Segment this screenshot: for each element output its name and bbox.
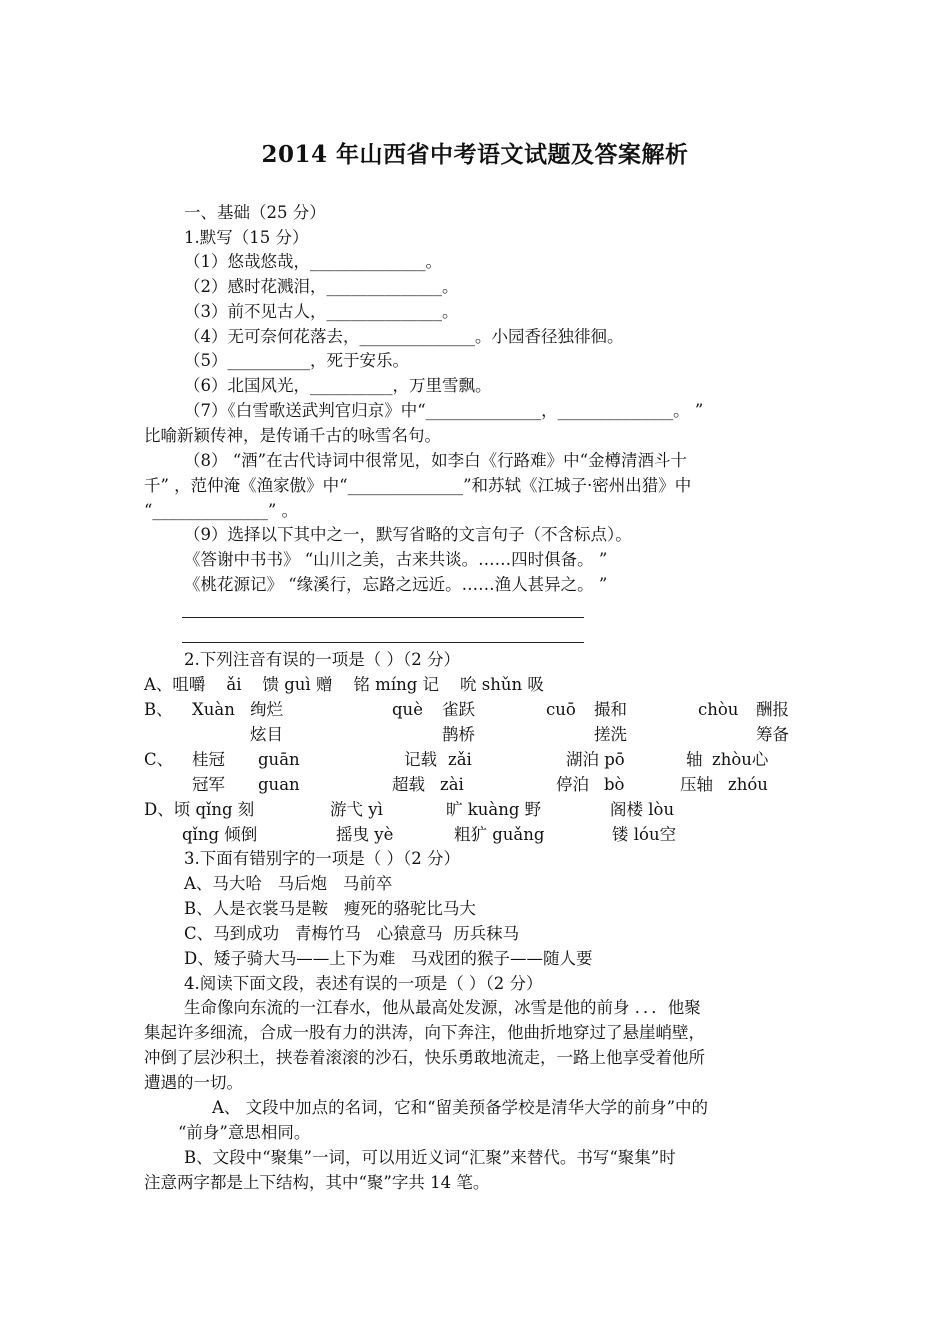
q2-b-pinyin: chòu <box>698 700 739 719</box>
q2-c-pinyin: zhòu心 <box>712 750 769 769</box>
q2-b-pinyin: cuō <box>546 700 576 719</box>
q2-d-item: 旷 kuàng 野 <box>446 800 542 819</box>
q2-c-pinyin: zǎi <box>448 750 472 769</box>
q2-option-d-label: D、顷 qǐng 刻 <box>144 800 255 819</box>
q2-c-pinyin: bò <box>604 775 625 794</box>
q2-c-pinyin: guān <box>258 750 300 769</box>
q1-item-7-cont: 比喻新颖传神，是传诵千古的咏雪名句。 <box>144 426 441 445</box>
q1-item-3: （3）前不见古人，______________。 <box>184 302 459 321</box>
q2-c-pinyin: guan <box>258 775 300 794</box>
q2-option-b-label: B、 <box>144 700 173 719</box>
question-3-stem: 3.下面有错别字的一项是（ ）（2 分） <box>184 849 460 868</box>
q3-option-b: B、人是衣裳马是鞍 瘦死的骆驼比马大 <box>184 899 476 918</box>
q1-item-9-option-2: 《桃花源记》 “缘溪行，忘路之远近。……渔人甚异之。 ” <box>184 575 608 594</box>
q1-item-5: （5）__________，死于安乐。 <box>184 351 409 370</box>
answer-line <box>182 642 584 643</box>
q2-c-word: 超载 <box>392 775 425 794</box>
q2-b-word: 鹊桥 <box>442 725 475 744</box>
q2-option-a: A、咀嚼 ǎi 馈 guì 赠 铭 míng 记 吮 shǔn 吸 <box>144 675 544 694</box>
q2-option-c-label: C、 <box>144 750 174 769</box>
q2-c-word: 轴 <box>686 750 703 769</box>
q2-d-item: qǐng 倾倒 <box>182 825 258 844</box>
q3-option-d: D、矮子骑大马——上下为难 马戏团的猴子——随人要 <box>184 949 593 968</box>
q2-c-word: 压轴 <box>680 775 713 794</box>
q2-c-word: 停泊 <box>556 775 589 794</box>
q1-item-8: （8） “酒”在古代诗词中很常见，如李白《行路难》中“金樽清酒斗十 <box>184 451 688 470</box>
section-heading: 一、基础（25 分） <box>184 203 326 222</box>
q4-passage-line: 遭遇的一切。 <box>144 1073 243 1092</box>
question-1-stem: 1.默写（15 分） <box>184 228 309 247</box>
q2-c-pinyin: zhóu <box>728 775 768 794</box>
q2-c-word: 湖泊 pō <box>566 750 625 769</box>
q2-c-word: 桂冠 <box>192 750 225 769</box>
page-title: 2014 年山西省中考语文试题及答案解析 <box>261 141 689 168</box>
q3-option-c: C、马到成功 青梅竹马 心猿意马 历兵秣马 <box>184 924 520 943</box>
q2-c-word: 冠军 <box>192 775 225 794</box>
q2-b-word: 雀跃 <box>442 700 475 719</box>
q2-d-item: 镂 lóu空 <box>612 825 677 844</box>
q1-item-8-cont: 千” ，范仲淹《渔家傲》中“______________”和苏轼《江城子·密州出猎》中 <box>144 476 692 495</box>
q2-d-item: 粗犷 guǎng <box>454 825 545 844</box>
q2-b-pinyin: què <box>392 700 423 719</box>
q1-item-9-option-1: 《答谢中书书》 “山川之美，古来共谈。……四时俱备。 ” <box>184 550 608 569</box>
q4-option-b: B、文段中“聚集”一词，可以用近义词“汇聚”来替代。书写“聚集”时 <box>184 1148 676 1167</box>
q2-d-item: 游弋 yì <box>330 800 383 819</box>
q4-option-a-cont: “前身”意思相同。 <box>178 1123 311 1142</box>
q3-option-a: A、马大哈 马后炮 马前卒 <box>184 874 393 893</box>
q2-b-word: 筹备 <box>756 725 789 744</box>
question-2-stem: 2.下列注音有误的一项是（ ）（2 分） <box>184 650 460 669</box>
question-4-stem: 4.阅读下面文段，表述有误的一项是（ ）（2 分） <box>184 974 543 993</box>
q2-b-word: 酬报 <box>756 700 789 719</box>
q2-d-item: 摇曳 yè <box>336 825 394 844</box>
q1-item-6: （6）北国风光，__________，万里雪飘。 <box>184 376 492 395</box>
q1-item-4: （4）无可奈何花落去，______________。小园香径独徘徊。 <box>184 327 624 346</box>
q4-option-b-cont: 注意两字都是上下结构，其中“聚”字共 14 笔。 <box>144 1173 490 1192</box>
q1-item-1: （1）悠哉悠哉，______________。 <box>184 252 442 271</box>
answer-line <box>182 617 584 618</box>
q2-c-pinyin: zài <box>440 775 464 794</box>
q1-item-8-cont2: “______________” 。 <box>144 501 299 520</box>
q4-passage-line: 冲倒了层沙积土，挟卷着滚滚的沙石，快乐勇敢地流走，一路上他享受着他所 <box>144 1048 705 1067</box>
q2-c-word: 记载 <box>404 750 437 769</box>
q2-b-pinyin: Xuàn <box>192 700 235 719</box>
q2-b-word: 绚烂 <box>250 700 283 719</box>
q4-option-a: A、 文段中加点的名词，它和“留美预备学校是清华大学的前身”中的 <box>212 1098 709 1117</box>
q2-b-word: 撮和 <box>594 700 627 719</box>
q4-passage-line: 集起许多细流，合成一股有力的洪涛，向下奔注，他曲折地穿过了悬崖峭壁， <box>144 1023 705 1042</box>
q4-passage-line: 生命像向东流的一江春水，他从最高处发源，冰雪是他的前身 ．．．他聚 <box>184 998 701 1017</box>
q1-item-7: （7）《白雪歌送武判官归京》中“______________，______________。 ” <box>184 401 704 420</box>
q2-b-word: 炫目 <box>250 725 283 744</box>
q2-d-item: 阁楼 lòu <box>610 800 675 819</box>
q2-b-word: 搓洗 <box>594 725 627 744</box>
q1-item-9: （9）选择以下其中之一，默写省略的文言句子（不含标点）。 <box>184 525 632 544</box>
q1-item-2: （2）感时花溅泪，______________。 <box>184 277 459 296</box>
